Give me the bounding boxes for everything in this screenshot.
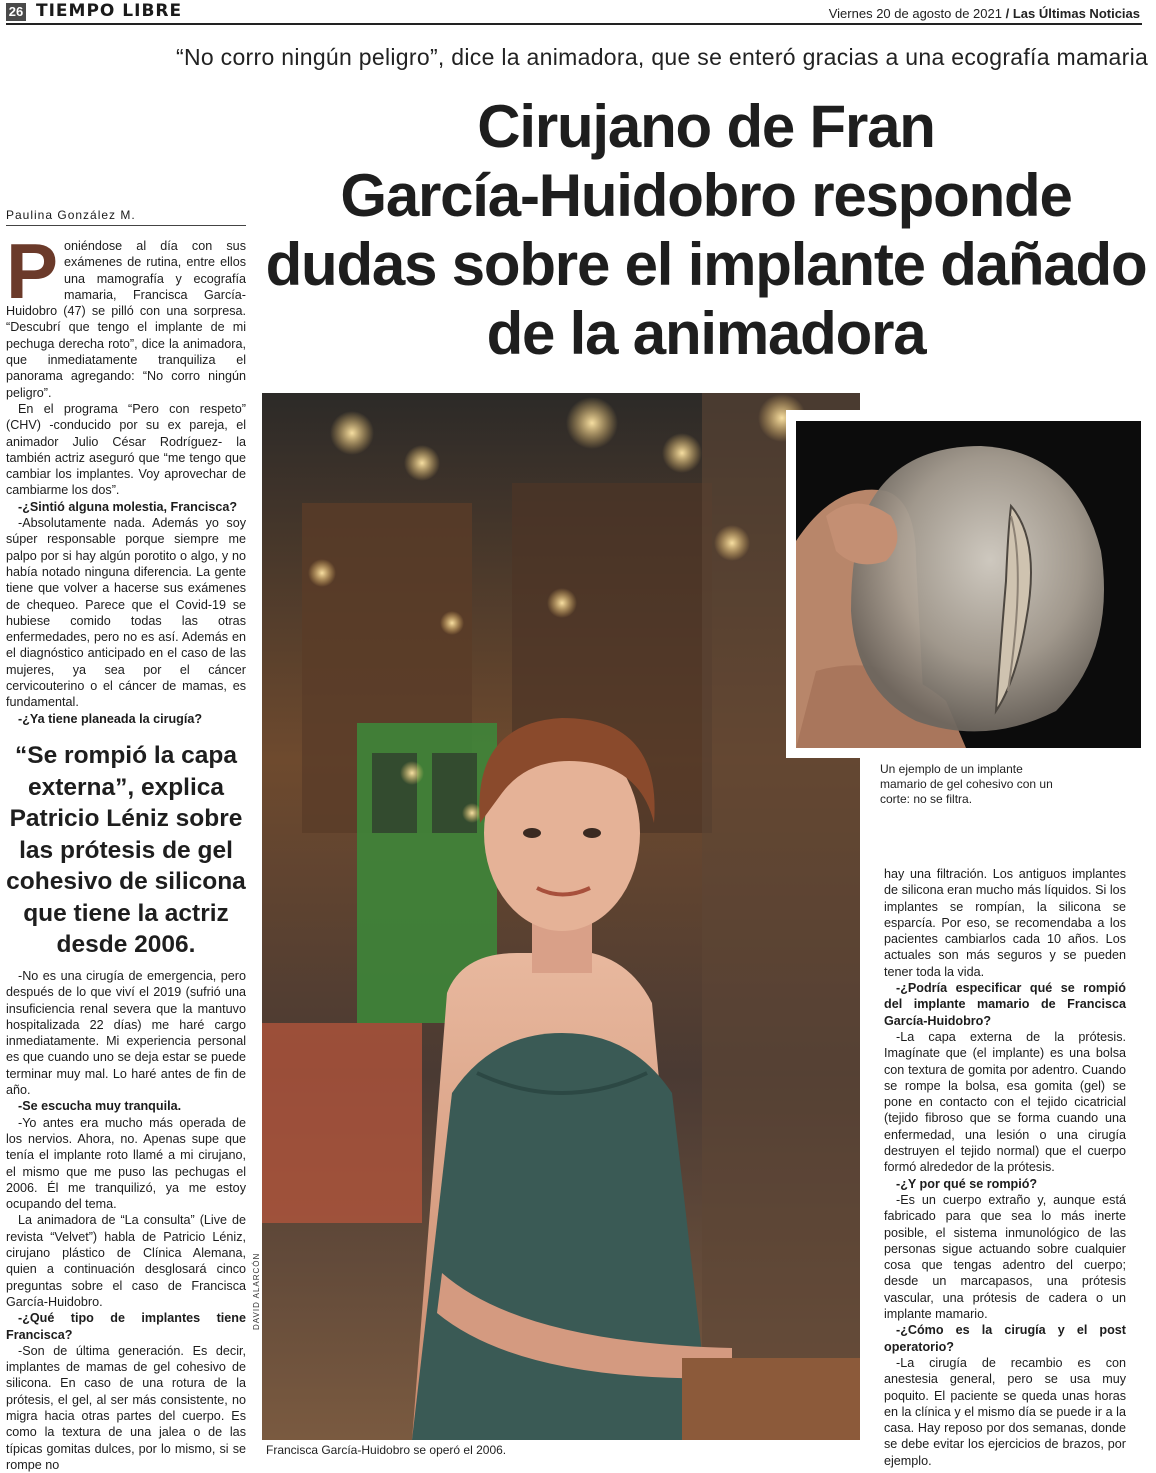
body-paragraph: -No es una cirugía de emergencia, pero después de lo que viví el 2019 (sufrió una insuficiencia renal severa que la mantuvo hospitalizada 22 días) me haré cargo inmediatamente. Mi experiencia personal es que cuando uno se deja estar se puede terminar muy mal. Lo haré antes de fin de año.: [6, 969, 246, 1098]
header-rule: [6, 23, 1142, 25]
headline-line: de la animadora: [486, 300, 926, 367]
inset-photo: [796, 421, 1141, 748]
main-photo: [262, 393, 860, 1440]
main-photo-illustration: [262, 393, 860, 1440]
interview-question: -¿Ya tiene planeada la cirugía?: [18, 711, 203, 726]
interview-question: -¿Sintió alguna molestia, Francisca?: [18, 499, 238, 514]
interview-question: -¿Y por qué se rompió?: [896, 1176, 1038, 1191]
lead-paragraph: [6, 227, 246, 401]
body-paragraph: La animadora de “La consulta” (Live de revista “Velvet”) habla de Patricio Léniz, cirujano plástico de Clínica Alemana, quien a continuación desglosará cinco preguntas sobre el caso de Francisca García-Huidobro.: [6, 1213, 246, 1309]
drop-cap: P: [6, 227, 59, 315]
body-paragraph: -La capa externa de la prótesis. Imagínate que (el implante) es una bolsa con textura de gomita por adentro. Cuando se rompe la bolsa, esa gomita (gel) se pone en contacto con el tejido cicatricial (tejido fibroso que se forma cuando una enfermedad, una lesión o una cirugía destruyen el tejido normal) que el cuerpo formó alrededor de la prótesis.: [884, 1029, 1126, 1175]
body-paragraph: -Son de última generación. Es decir, implantes de mamas de gel cohesivo de silicona. En caso de una rotura de la prótesis, el gel, al ser más consistente, no migra hacia otras partes del cuerpo. Es como la textura de una jalea o de las típicas gomitas dulces, por lo mismo, si se rompe no: [6, 1343, 246, 1472]
interview-question: -Se escucha muy tranquila.: [18, 1099, 182, 1114]
implant-illustration: [796, 421, 1141, 748]
body-paragraph: -Absolutamente nada. Además yo soy súper responsable porque siempre me palpo por si hay algún porotito o algo, y no había notado ninguna diferencia. La gente tiene que volver a hacerse sus exámenes de chequeo. Parece que el Covid-19 se hubiese comido todas las otras enfermedades, pero no es así. Además en el diagnóstico anticipado en el caso de las mujeres, ya sea por el cáncer cervicouterino o el cáncer de mamas, es fundamental.: [6, 516, 246, 710]
body-paragraph: -Es un cuerpo extraño y, aunque está fabricado para que sea lo más inerte posible, el sistema inmunológico de las personas sigue actuando sobre cualquier cosa que tengas adentro del cuerpo; desde un marcapasos, una prótesis vascular, una prótesis de cadera o un implante mamario.: [884, 1192, 1126, 1322]
headline-line: dudas sobre el implante dañado: [265, 231, 1147, 298]
byline: Paulina González M.: [6, 208, 246, 226]
lead-text: oniéndose al día con sus exámenes de rutina, entre ellos una mamografía y ecografía mamaria, Francisca García-Huidobro (47) se pilló con una sorpresa. “Descubrí que tengo el implante de mi pechuga derecha roto”, dice la animadora, que inmediatamente tranquiliza el panorama agregando: “No corro ningún peligro”.: [6, 239, 246, 400]
main-photo-caption: Francisca García-Huidobro se operó el 2006.: [266, 1443, 507, 1457]
section-title: TIEMPO LIBRE: [36, 1, 183, 21]
headline-line: García-Huidobro responde: [340, 162, 1072, 229]
body-paragraph: -La cirugía de recambio es con anestesia general, pero se usa muy poquito. El paciente se queda unas horas en la clínica y el mismo día se puede ir a la casa. Hay reposo por dos semanas, donde se debe evitar los ejercicios de brazos, por ejemplo.: [884, 1355, 1126, 1468]
issue-date: Viernes 20 de agosto de 2021: [828, 6, 1002, 21]
interview-question: -¿Qué tipo de implantes tiene Francisca?: [6, 1311, 246, 1342]
body-paragraph: En el programa “Pero con respeto” (CHV) -conducido por su ex pareja, el animador Julio César Rodríguez- la también actriz aseguró que “me tengo que cambiar los implantes. Voy aprovechar de cambiarme los dos”.: [6, 401, 246, 498]
body-paragraph: -Yo antes era mucho más operada de los nervios. Ahora, no. Apenas supe que tenía el implante roto llamé a mi cirujano, el mismo que me puso las pechugas el 2006. Él me tranquilizó, ya me estoy ocupando del tema.: [6, 1115, 246, 1212]
article-kicker: “No corro ningún peligro”, dice la animadora, que se enteró gracias a una ecografía mamaria: [176, 44, 1149, 70]
article-body-right: [884, 866, 1126, 1469]
interview-question: -¿Cómo es la cirugía y el post operatorio?: [884, 1323, 1126, 1354]
photo-credit: DAVID ALARCÓN: [252, 1252, 261, 1330]
body-paragraph: hay una filtración. Los antiguos implantes de silicona eran mucho más líquidos. Si los implantes se rompían, la silicona se esparcía. Por eso, se recomendaba a los pacientes cambiarlos cada 10 años. Los actuales son más seguros y se pueden tener toda la vida.: [884, 867, 1126, 979]
publication-name: Las Últimas Noticias: [1012, 6, 1140, 21]
page-number: 26: [6, 3, 26, 21]
article-body-left-top: [6, 227, 246, 727]
dateline: [829, 6, 1140, 21]
date-separator: /: [1005, 6, 1010, 21]
article-body-left-bottom: [6, 968, 246, 1472]
headline-line: Cirujano de Fran: [477, 93, 935, 160]
inset-photo-caption: Un ejemplo de un implante mamario de gel cohesivo con un corte: no se filtra.: [880, 762, 1053, 806]
interview-question: -¿Podría especificar qué se rompió del implante mamario de Francisca García-Huidobro?: [884, 981, 1126, 1028]
pull-quote: “Se rompió la capa externa”, explica Patricio Léniz sobre las prótesis de gel cohesivo de silicona que tiene la actriz desde 2006.: [6, 742, 246, 958]
article-headline: [256, 92, 1156, 368]
